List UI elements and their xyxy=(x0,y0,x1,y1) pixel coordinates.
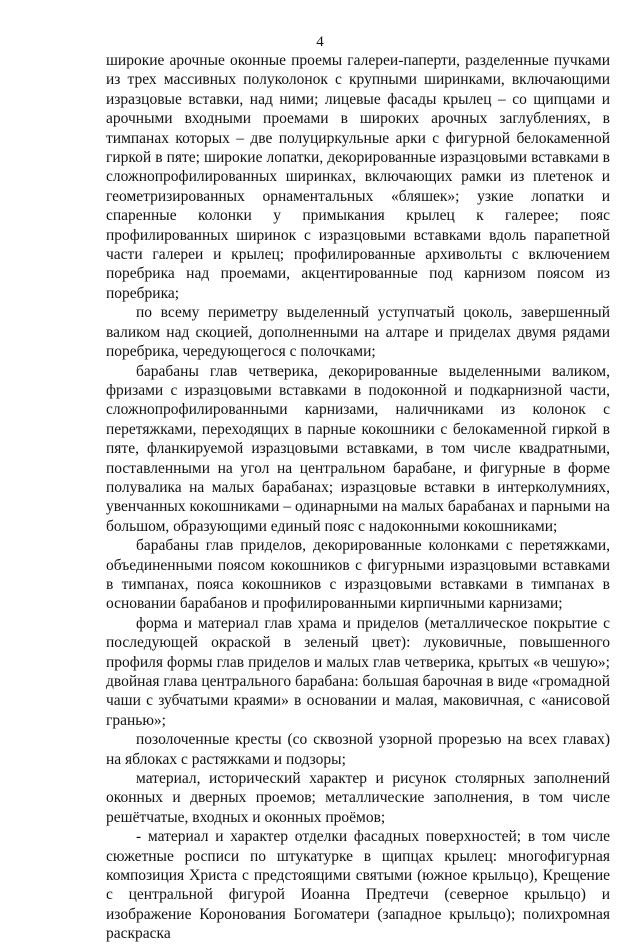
paragraph: широкие арочные оконные проемы галереи-паперти, разделенные пучками из трех массивных полуколонок с крупными ширинками, включающими изразцовые вставки, над ними; лицевые фасады крылец – со щипцами и арочными входными проемами в широких арочных заглублениях, в тимпанах которых – две полуциркульные арки с фигурной белокаменной гиркой в пяте; широкие лопатки, декорированные изразцовыми вставками в сложнопрофилированных ширинках, включающих рамки из плетенок и геометризированных орнаментальных «бляшек»; узкие лопатки и спаренные колонки у примыкания крылец к галерее; пояс профилированных ширинок с изразцовыми вставками вдоль парапетной части галереи и крылец; профилированные архивольты с включением поребрика над проемами, акцентированные под карнизом поясом из поребрика; xyxy=(106,52,610,302)
paragraph: - материал и характер отделки фасадных поверхностей; в том числе сюжетные росписи по штукатурке в щипцах крылец: многофигурная композиция Христа с предстоящими святыми (южное крыльцо), Крещение с центральной фигурой Иоанна Предтечи (северное крыльцо) и изображение Коронования Богоматери (западное крыльцо); полихромная раскраска xyxy=(106,828,610,943)
paragraph: позолоченные кресты (со сквозной узорной прорезью на всех главах) на яблоках с растяжками и подзоры; xyxy=(106,731,610,768)
page-number: 4 xyxy=(316,34,324,50)
paragraph: материал, исторический характер и рисунок столярных заполнений оконных и дверных проемов; металлические заполнения, в том числе решётчатые, входных и оконных проёмов; xyxy=(106,770,610,826)
paragraph: форма и материал глав храма и приделов (металлическое покрытие с последующей окраской в зеленый цвет): луковичные, повышенного профиля формы глав приделов и малых глав четверика, крытых «в чешую»; двойная глава центрального барабана: большая барочная в виде «громадной чаши с зубчатыми краями» в основании и малая, маковичная, с «анисовой гранью»; xyxy=(106,614,610,729)
paragraph: барабаны глав четверика, декорированные выделенными валиком, фризами с изразцовыми вставками в подоконной и подкарнизной части, сложнопрофилированными карнизами, наличниками из колонок с перетяжками, переходящих в парные кокошники с белокаменной гиркой в пяте, фланкируемой изразцовыми вставками, в том числе квадратными, поставленными на угол на центральном барабане, и фигурные в форме полувалика на малых барабанах; изразцовые вставки в интерколумниях, увенчанных кокошниками – одинарными на малых барабанах и парными на большом, образующими единый пояс с надоконными кокошниками; xyxy=(106,362,610,535)
body-text xyxy=(106,51,610,944)
paragraph: барабаны глав приделов, декорированные колонками с перетяжками, объединенными поясом кокошников с фигурными изразцовыми вставками в тимпанах, пояса кокошников с изразцовыми вставками в тимпанах в основании барабанов и профилированными кирпичными карнизами; xyxy=(106,537,610,613)
paragraph: по всему периметру выделенный уступчатый цоколь, завершенный валиком над скоцией, дополненными на алтаре и приделах двумя рядами поребрика, чередующегося с полочками; xyxy=(106,304,610,361)
